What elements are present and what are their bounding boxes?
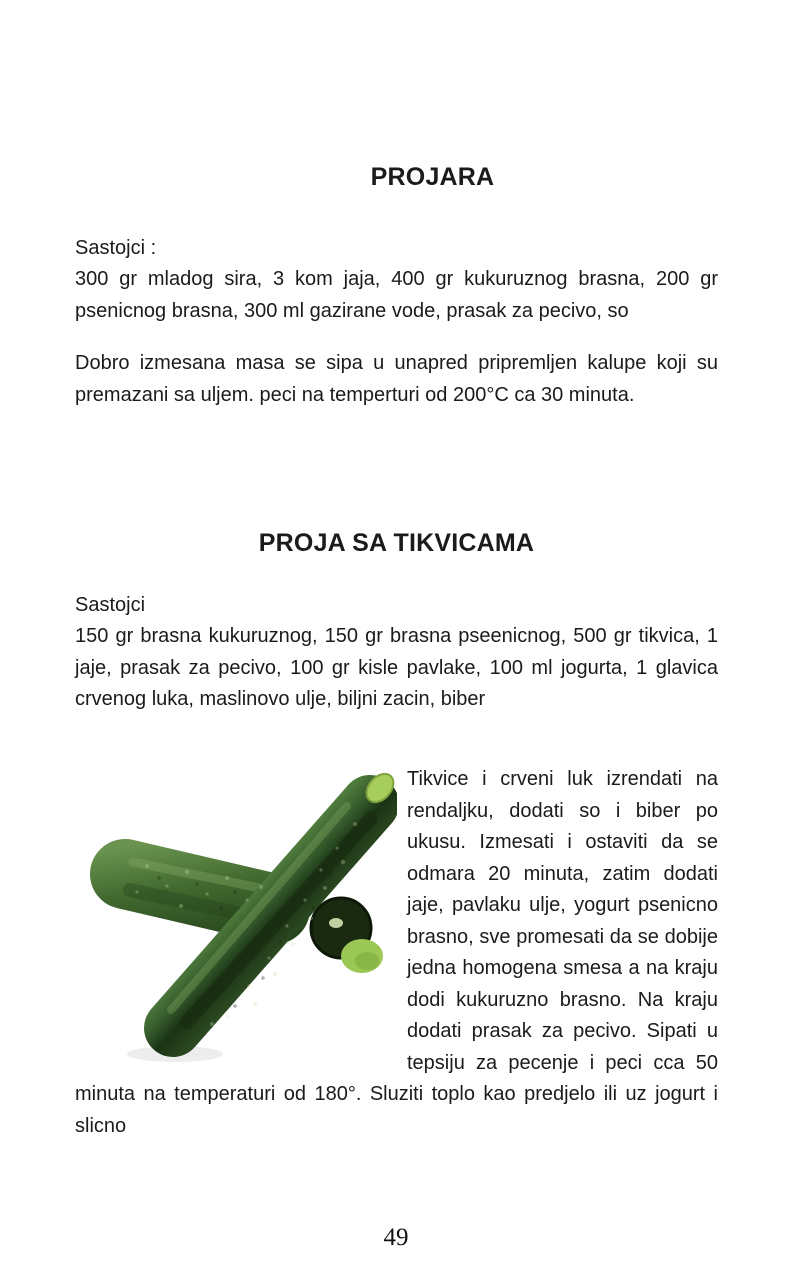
ingredients-text: 150 gr brasna kukuruznog, 150 gr brasna pseenicnog, 500 gr tikvica, 1 jaje, prasak za pecivo, 100 gr kisle pavlake, 100 ml jogurta, 1 glavica crvenog luka, maslinovo ulje, biljni zacin, biber	[75, 625, 718, 710]
page-number: 49	[383, 1224, 409, 1251]
zucchini-photo	[75, 766, 397, 1066]
recipe-title-proja-sa-tikvicama: PROJA SA TIKVICAMA	[258, 529, 535, 557]
recipe-title-projara: PROJARA	[370, 163, 495, 191]
ingredients-label: Sastojci :	[75, 237, 157, 259]
instructions-with-photo	[75, 764, 718, 1142]
instructions-text: Dobro izmesana masa se sipa u unapred pripremljen kalupe koji su premazani sa uljem. peci na temperturi od 200°C ca 30 minuta.	[75, 352, 718, 406]
instructions-text: Tikvice i crveni luk izrendati na rendaljku, dodati so i biber po ukusu. Izmesati i ostaviti da se odmara 20 minuta, zatim dodati jaje, pavlaku ulje, yogurt psenicno brasno, sve promesati da se dobije jedna homogena smesa a na kraju dodi kukuruzno brasno. Na kraju dodati prasak za pecivo. Sipati u tepsiju za pecenje i peci cca 50 minuta na temperaturi od 180°. Sluziti toplo kao predjelo ili uz jogurt i slicno	[75, 768, 718, 1137]
ingredients-label: Sastojci	[75, 594, 146, 616]
ingredients-text: 300 gr mladog sira, 3 kom jaja, 400 gr kukuruznog brasna, 200 gr psenicnog brasna, 300 ml gazirane vode, prasak za pecivo, so	[75, 268, 718, 322]
zucchini-illustration	[75, 766, 397, 1066]
